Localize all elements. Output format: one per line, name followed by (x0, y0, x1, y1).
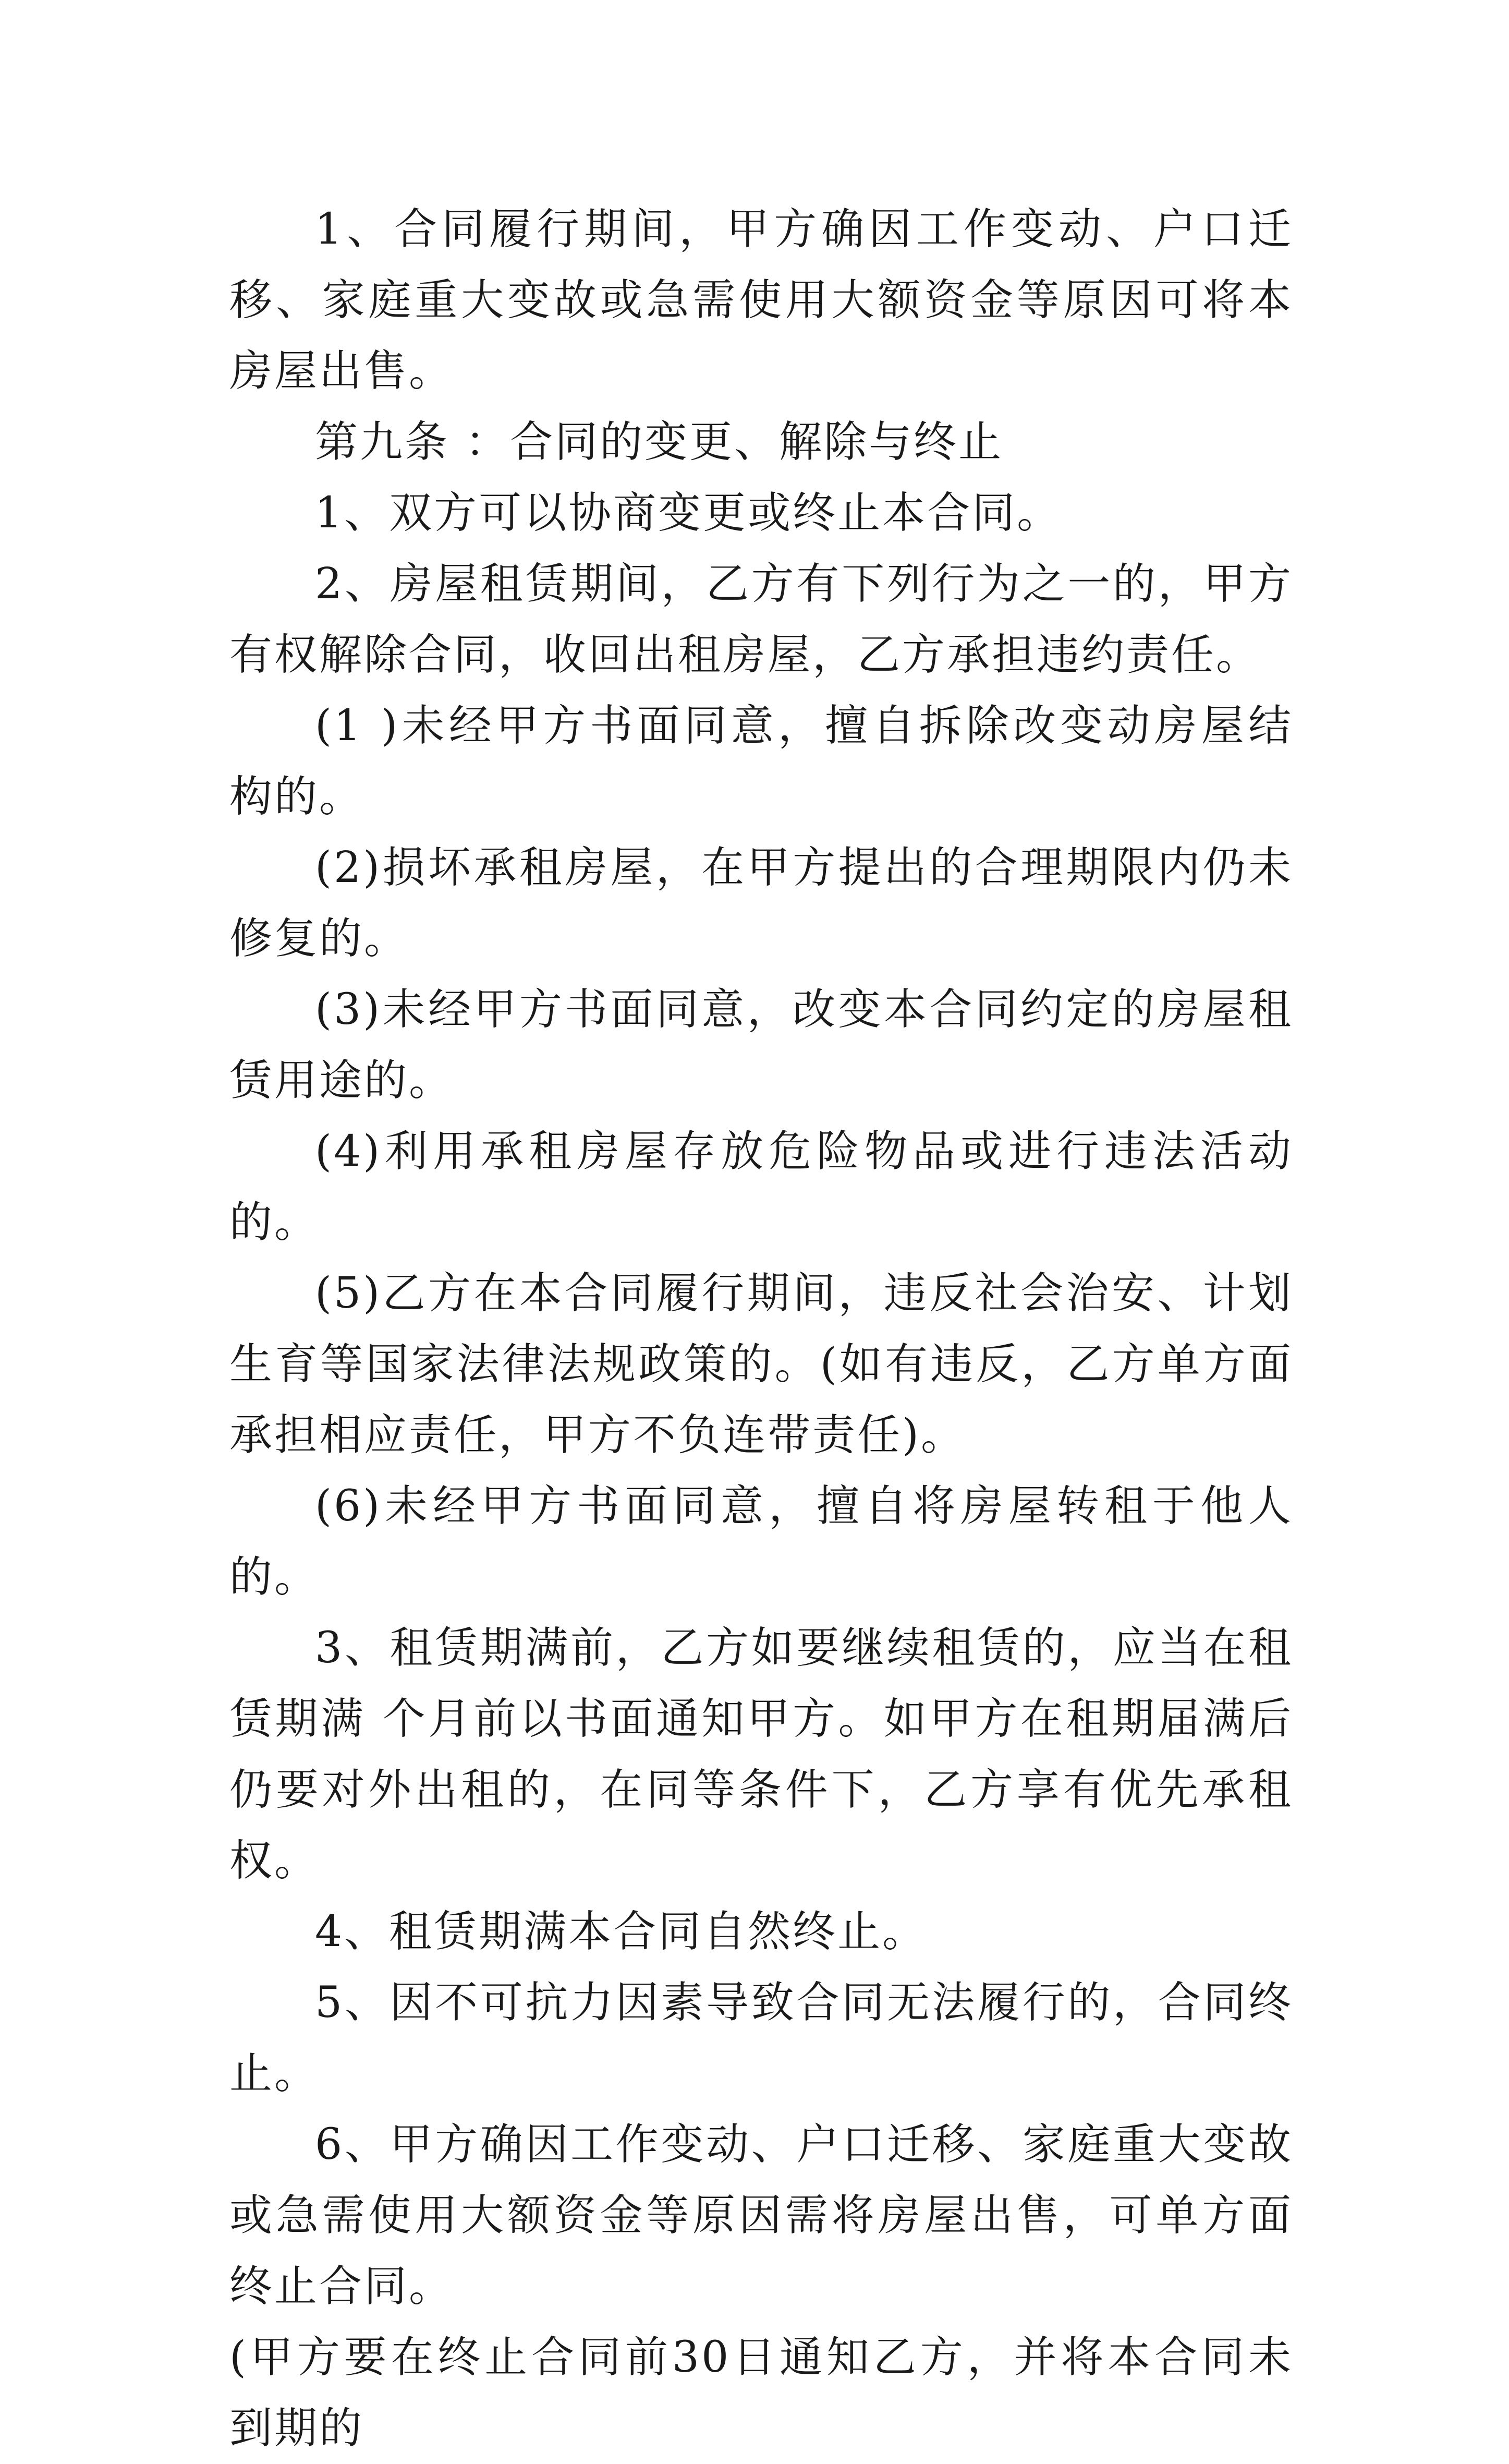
paragraph-clause-6: 6、甲方确因工作变动、户口迁移、家庭重大变故或急需使用大额资金等原因需将房屋出售，可单方面终止合同。 (229, 2120, 1293, 2311)
document-body (229, 194, 1293, 2464)
paragraph-item-2: (2)损坏承租房屋，在甲方提出的合理期限内仍未修复的。 (229, 843, 1293, 963)
paragraph-clause-6-continued: (甲方要在终止合同前30日通知乙方，并将本合同未到期的 (229, 2333, 1293, 2453)
section-heading-article-9: 第九条 ：合同的变更、解除与终止 (315, 417, 1004, 467)
paragraph-clause-2: 2、房屋租赁期间，乙方有下列行为之一的，甲方有权解除合同，收回出租房屋，乙方承担违约责任。 (229, 559, 1293, 680)
paragraph-item-3: (3)未经甲方书面同意，改变本合同约定的房屋租赁用途的。 (229, 985, 1293, 1105)
paragraph-clause-5: 5、因不可抗力因素导致合同无法履行的，合同终止。 (229, 1978, 1293, 2098)
paragraph-1: 1、合同履行期间，甲方确因工作变动、户口迁移、家庭重大变故或急需使用大额资金等原因可将本房屋出售。 (229, 204, 1293, 396)
paragraph-clause-1: 1、双方可以协商变更或终止本合同。 (315, 488, 1062, 538)
paragraph-item-5: (5)乙方在本合同履行期间，违反社会治安、计划生育等国家法律法规政策的。(如有违反，乙方单方面承担相应责任，甲方不负连带责任)。 (229, 1269, 1293, 1460)
paragraph-item-4: (4)利用承租房屋存放危险物品或进行违法活动的。 (229, 1127, 1293, 1247)
paragraph-item-6: (6)未经甲方书面同意，擅自将房屋转租于他人的。 (229, 1481, 1293, 1602)
paragraph-item-1: (1 )未经甲方书面同意，擅自拆除改变动房屋结构的。 (229, 701, 1293, 822)
paragraph-clause-3: 3、租赁期满前，乙方如要继续租赁的，应当在租赁期满 个月前以书面通知甲方。如甲方在租期届满后仍要对外出租的，在同等条件下，乙方享有优先承租权。 (229, 1623, 1293, 1886)
paragraph-clause-4: 4、租赁期满本合同自然终止。 (315, 1907, 928, 1956)
